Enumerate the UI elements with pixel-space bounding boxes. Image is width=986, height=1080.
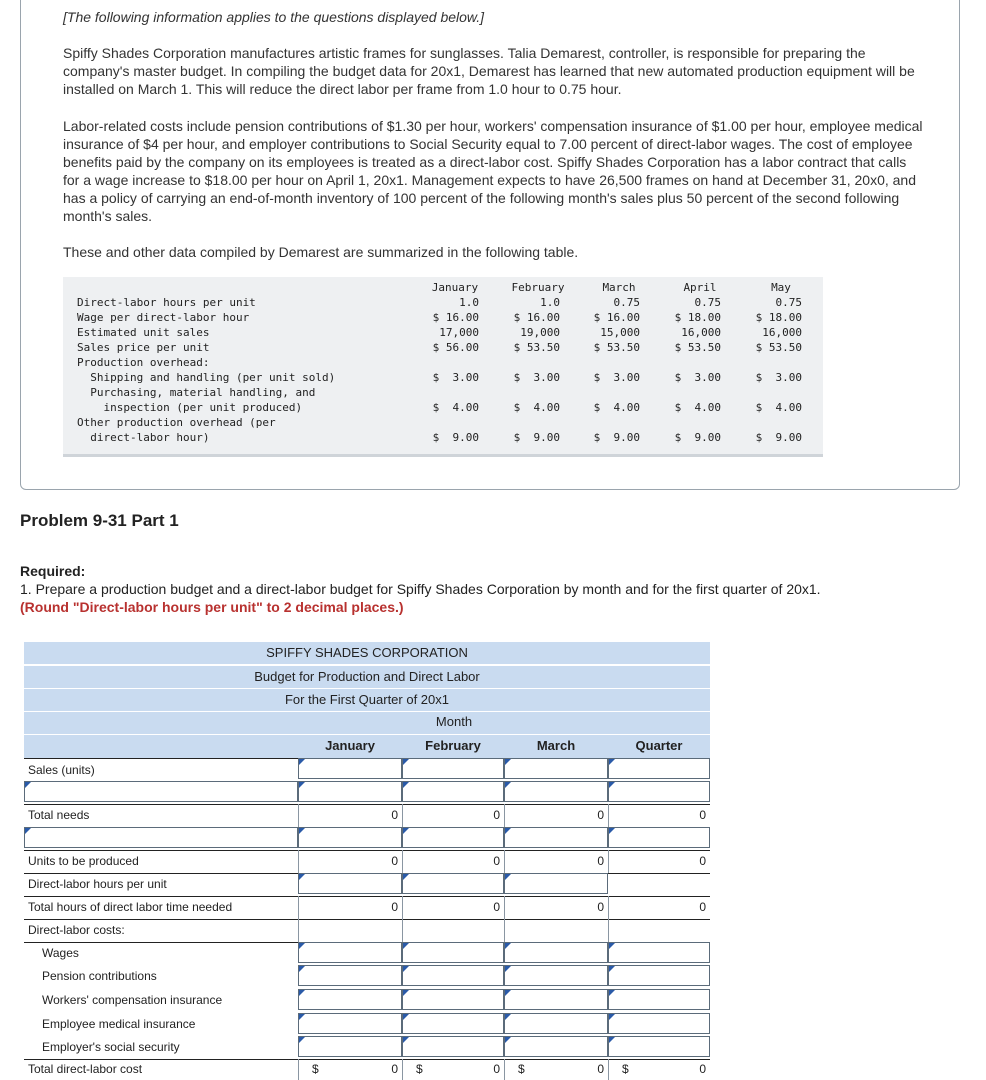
wages-february-input[interactable] [402, 942, 504, 963]
col-january: January [325, 738, 375, 753]
total-hours-january: 0 [391, 900, 398, 914]
total-dl-cost-january: 0 [391, 1062, 398, 1076]
col-divider [402, 850, 403, 873]
data-row-label: Production overhead: [77, 356, 210, 369]
col-divider [608, 1059, 609, 1080]
row4-quarter-input[interactable] [608, 827, 710, 848]
row-label-total-hours: Total hours of direct labor time needed [28, 900, 233, 914]
data-value: 17,000 [439, 326, 479, 339]
total-hours-february: 0 [493, 900, 500, 914]
intro-note: [The following information applies to the questions displayed below.] [63, 9, 485, 25]
social-security-january-input[interactable] [298, 1036, 402, 1057]
data-row [63, 341, 823, 356]
col-divider [402, 804, 403, 827]
total-hours-quarter: 0 [699, 900, 706, 914]
data-row-label: inspection (per unit produced) [77, 401, 303, 414]
data-value: $ 3.00 [674, 371, 721, 384]
col-divider [504, 804, 505, 827]
total-dl-cost-march: 0 [597, 1062, 604, 1076]
row-label-input[interactable] [24, 827, 298, 848]
row2-quarter-input[interactable] [608, 781, 710, 802]
month-header: March [602, 281, 636, 294]
data-value: $ 4.00 [513, 401, 560, 414]
data-row [63, 356, 823, 371]
wages-quarter-input[interactable] [608, 942, 710, 963]
medical-january-input[interactable] [298, 1013, 402, 1034]
data-value: $ 16.00 [593, 311, 640, 324]
data-value: 0.75 [775, 296, 802, 309]
paragraph-3: These and other data compiled by Demarest are summarized in the following table. [63, 244, 579, 260]
data-value: 19,000 [520, 326, 560, 339]
row4-march-input[interactable] [504, 827, 608, 848]
month-header: May [771, 281, 791, 294]
col-divider [608, 850, 609, 873]
total-hours-march: 0 [597, 900, 604, 914]
data-value: $ 3.00 [593, 371, 640, 384]
wages-january-input[interactable] [298, 942, 402, 963]
row-label-total-dl-cost: Total direct-labor cost [28, 1062, 143, 1076]
paragraph-2: Labor-related costs include pension contributions of $1.30 per hour, workers' compensation insurance of $1.00 per hour, employee medical insurance of $4 per hour, and employer contributions to Social Security equal to 7.00 percent of direct-labor wages. The cost of employee benefits paid by the company on its employees is treated as a direct-labor cost. Spiffy Shades Corporation has a labor contract that calls for a wage increase to $18.00 per hour on April 1, 20x1. Management expects to have 26,500 frames on hand at December 31, 20x0, and has a policy of carrying an end-of-month inventory of 100 percent of the following month's sales plus 50 percent of the second following month's sales. [63, 118, 923, 224]
col-february: February [425, 738, 481, 753]
month-group-header: Month [435, 714, 473, 729]
data-row-label: Other production overhead (per [77, 416, 276, 429]
data-value: $ 3.00 [755, 371, 802, 384]
pension-february-input[interactable] [402, 965, 504, 986]
dl-hours-january-input[interactable] [298, 873, 402, 894]
data-value: 1.0 [540, 296, 560, 309]
units-produced-march: 0 [597, 854, 604, 868]
col-divider [504, 919, 505, 942]
row-label-dl-hours-per-unit: Direct-labor hours per unit [28, 877, 167, 891]
data-value: $ 56.00 [432, 341, 479, 354]
data-row-label: Sales price per unit [77, 341, 210, 354]
col-divider [504, 1059, 505, 1080]
sales-february-input[interactable] [402, 758, 504, 779]
data-value: $ 16.00 [513, 311, 560, 324]
total-dl-cost-quarter: 0 [699, 1062, 706, 1076]
col-divider [402, 919, 403, 942]
data-row [63, 386, 823, 401]
col-divider [298, 1059, 299, 1080]
row2-march-input[interactable] [504, 781, 608, 802]
data-row [63, 311, 823, 326]
data-value: 0.75 [613, 296, 640, 309]
sales-march-input[interactable] [504, 758, 608, 779]
data-value: $ 53.50 [513, 341, 560, 354]
budget-period: For the First Quarter of 20x1 [24, 688, 710, 711]
total-dl-cost-february: 0 [493, 1062, 500, 1076]
workers-comp-january-input[interactable] [298, 989, 402, 1010]
col-divider [298, 919, 299, 942]
data-value: $ 4.00 [755, 401, 802, 414]
data-table [63, 277, 823, 457]
row2-february-input[interactable] [402, 781, 504, 802]
col-divider [608, 919, 609, 942]
problem-title: Problem 9-31 Part 1 [20, 511, 179, 530]
sales-quarter-input[interactable] [608, 758, 710, 779]
units-produced-february: 0 [493, 854, 500, 868]
currency-symbol: $ [622, 1062, 629, 1076]
social-security-march-input[interactable] [504, 1036, 608, 1057]
col-divider [298, 804, 299, 827]
data-row-label: Wage per direct-labor hour [77, 311, 250, 324]
data-row-label: Estimated unit sales [77, 326, 210, 339]
budget-title: Budget for Production and Direct Labor [24, 665, 710, 688]
rounding-note: (Round "Direct-labor hours per unit" to 2 decimal places.) [20, 599, 404, 615]
col-divider [504, 896, 505, 919]
medical-quarter-input[interactable] [608, 1013, 710, 1034]
row-label-social-security: Employer's social security [42, 1040, 180, 1054]
wages-march-input[interactable] [504, 942, 608, 963]
data-value: 0.75 [694, 296, 721, 309]
data-value: $ 9.00 [593, 431, 640, 444]
data-value: $ 9.00 [755, 431, 802, 444]
data-value: $ 16.00 [432, 311, 479, 324]
data-value: $ 9.00 [513, 431, 560, 444]
currency-symbol: $ [312, 1062, 319, 1076]
data-table-header [63, 281, 823, 296]
workers-comp-february-input[interactable] [402, 989, 504, 1010]
data-value: 1.0 [459, 296, 479, 309]
col-divider [608, 896, 609, 919]
data-value: $ 4.00 [674, 401, 721, 414]
units-produced-january: 0 [391, 854, 398, 868]
sales-january-input[interactable] [298, 758, 402, 779]
col-divider [608, 804, 609, 827]
company-name: SPIFFY SHADES CORPORATION [24, 641, 710, 664]
data-value: $ 9.00 [674, 431, 721, 444]
data-value: $ 53.50 [593, 341, 640, 354]
row-label-wages: Wages [42, 946, 79, 960]
data-value: $ 3.00 [513, 371, 560, 384]
dl-hours-february-input[interactable] [402, 873, 504, 894]
col-divider [504, 850, 505, 873]
total-needs-january: 0 [391, 808, 398, 822]
data-value: $ 53.50 [674, 341, 721, 354]
row-label-dl-costs: Direct-labor costs: [28, 923, 125, 937]
data-row-label: Purchasing, material handling, and [77, 386, 316, 399]
data-value: $ 4.00 [432, 401, 479, 414]
data-row-label: Shipping and handling (per unit sold) [77, 371, 336, 384]
required-label: Required: [20, 563, 86, 579]
data-value: $ 3.00 [432, 371, 479, 384]
row-label-total-needs: Total needs [28, 808, 90, 822]
required-text: 1. Prepare a production budget and a direct-labor budget for Spiffy Shades Corporation by month and for the first quarter of 20x1. [20, 581, 821, 597]
data-value: 15,000 [600, 326, 640, 339]
total-needs-quarter: 0 [699, 808, 706, 822]
social-security-february-input[interactable] [402, 1036, 504, 1057]
row-label-input[interactable] [24, 781, 298, 802]
data-value: $ 4.00 [593, 401, 640, 414]
row-label-workers-comp: Workers' compensation insurance [42, 993, 223, 1007]
col-march: March [536, 738, 576, 753]
data-row [63, 401, 823, 416]
month-header-band [24, 711, 710, 734]
col-divider [402, 896, 403, 919]
col-quarter: Quarter [635, 738, 683, 753]
data-row [63, 296, 823, 311]
pension-january-input[interactable] [298, 965, 402, 986]
workers-comp-march-input[interactable] [504, 989, 608, 1010]
data-value: $ 9.00 [432, 431, 479, 444]
row-label-units-produced: Units to be produced [28, 854, 139, 868]
data-value: $ 18.00 [755, 311, 802, 324]
medical-february-input[interactable] [402, 1013, 504, 1034]
data-value: 16,000 [681, 326, 721, 339]
pension-quarter-input[interactable] [608, 965, 710, 986]
row-label-medical: Employee medical insurance [42, 1017, 196, 1031]
data-row [63, 416, 823, 431]
data-row-label: Direct-labor hours per unit [77, 296, 256, 309]
workers-comp-quarter-input[interactable] [608, 989, 710, 1010]
data-value: 16,000 [762, 326, 802, 339]
data-row [63, 371, 823, 386]
social-security-quarter-input[interactable] [608, 1036, 710, 1057]
row2-january-input[interactable] [298, 781, 402, 802]
month-header: April [683, 281, 717, 294]
col-divider [298, 850, 299, 873]
row-label-sales: Sales (units) [28, 763, 95, 777]
data-value: $ 53.50 [755, 341, 802, 354]
currency-symbol: $ [518, 1062, 525, 1076]
data-row-label: direct-labor hour) [77, 431, 210, 444]
data-row [63, 431, 823, 446]
paragraph-1: Spiffy Shades Corporation manufactures artistic frames for sunglasses. Talia Demarest, controller, is responsible for preparing the company's master budget. In compiling the budget data for 20x1, Demarest has learned that new automated production equipment will be installed on March 1. This will reduce the direct labor per frame from 1.0 hour to 0.75 hour. [63, 45, 915, 97]
row4-february-input[interactable] [402, 827, 504, 848]
data-value: $ 18.00 [674, 311, 721, 324]
dl-hours-march-input[interactable] [504, 873, 608, 894]
currency-symbol: $ [416, 1062, 423, 1076]
total-needs-february: 0 [493, 808, 500, 822]
month-header: January [431, 281, 479, 294]
col-divider [402, 1059, 403, 1080]
row4-january-input[interactable] [298, 827, 402, 848]
units-produced-quarter: 0 [699, 854, 706, 868]
total-needs-march: 0 [597, 808, 604, 822]
medical-march-input[interactable] [504, 1013, 608, 1034]
pension-march-input[interactable] [504, 965, 608, 986]
col-divider [298, 896, 299, 919]
row-label-pension: Pension contributions [42, 969, 157, 983]
month-header: February [511, 281, 565, 294]
data-row [63, 326, 823, 341]
